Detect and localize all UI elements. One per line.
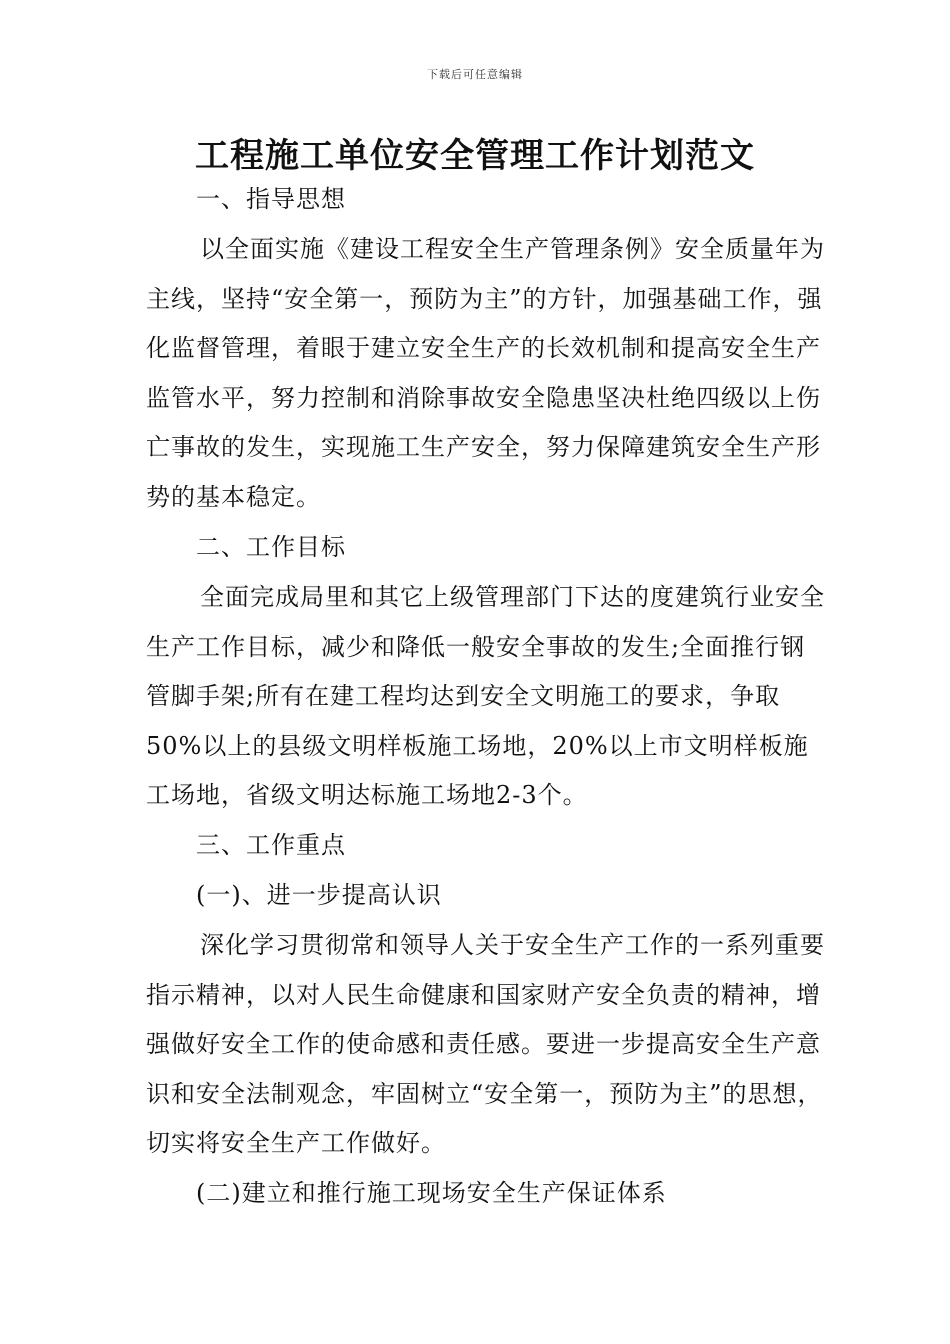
header-note: 下载后可任意编辑 (427, 68, 523, 81)
section-paragraph-1 (146, 225, 826, 522)
paragraph-text: 深化学习贯彻常和领导人关于安全生产工作的一系列重要指示精神，以对人民生命健康和国家财产安全负责的精神，增强做好安全工作的使命感和责任感。要进一步提高安全生产意识和安全法制观念，牢固树立“安全第一，预防为主”的思想，切实将安全生产工作做好。 (146, 931, 825, 1157)
section-heading-3: 三、工作重点 (196, 831, 346, 859)
section-heading-1: 一、指导思想 (196, 185, 346, 213)
paragraph-text: 以全面实施《建设工程安全生产管理条例》安全质量年为主线，坚持“安全第一，预防为主”的方针，加强基础工作，强化监督管理，着眼于建立安全生产的长效机制和提高安全生产监管水平，努力控制和消除事故安全隐患坚决杜绝四级以上伤亡事故的发生，实现施工生产安全，努力保障建筑安全生产形势的基本稳定。 (146, 235, 825, 511)
paragraph-text: 全面完成局里和其它上级管理部门下达的度建筑行业安全生产工作目标，减少和降低一般安全事故的发生;全面推行钢管脚手架;所有在建工程均达到安全文明施工的要求，争取50%以上的县级文明样板施工场地，20%以上市文明样板施工场地，省级文明达标施工场地2-3个。 (146, 583, 825, 809)
subsection-heading-2: (二)建立和推行施工现场安全生产保证体系 (196, 1179, 667, 1207)
document-title: 工程施工单位安全管理工作计划范文 (195, 136, 755, 176)
subsection-heading-1: (一)、进一步提高认识 (196, 881, 442, 909)
section-paragraph-2 (146, 573, 826, 821)
subsection-paragraph-1 (146, 921, 826, 1169)
section-heading-2: 二、工作目标 (196, 533, 346, 561)
